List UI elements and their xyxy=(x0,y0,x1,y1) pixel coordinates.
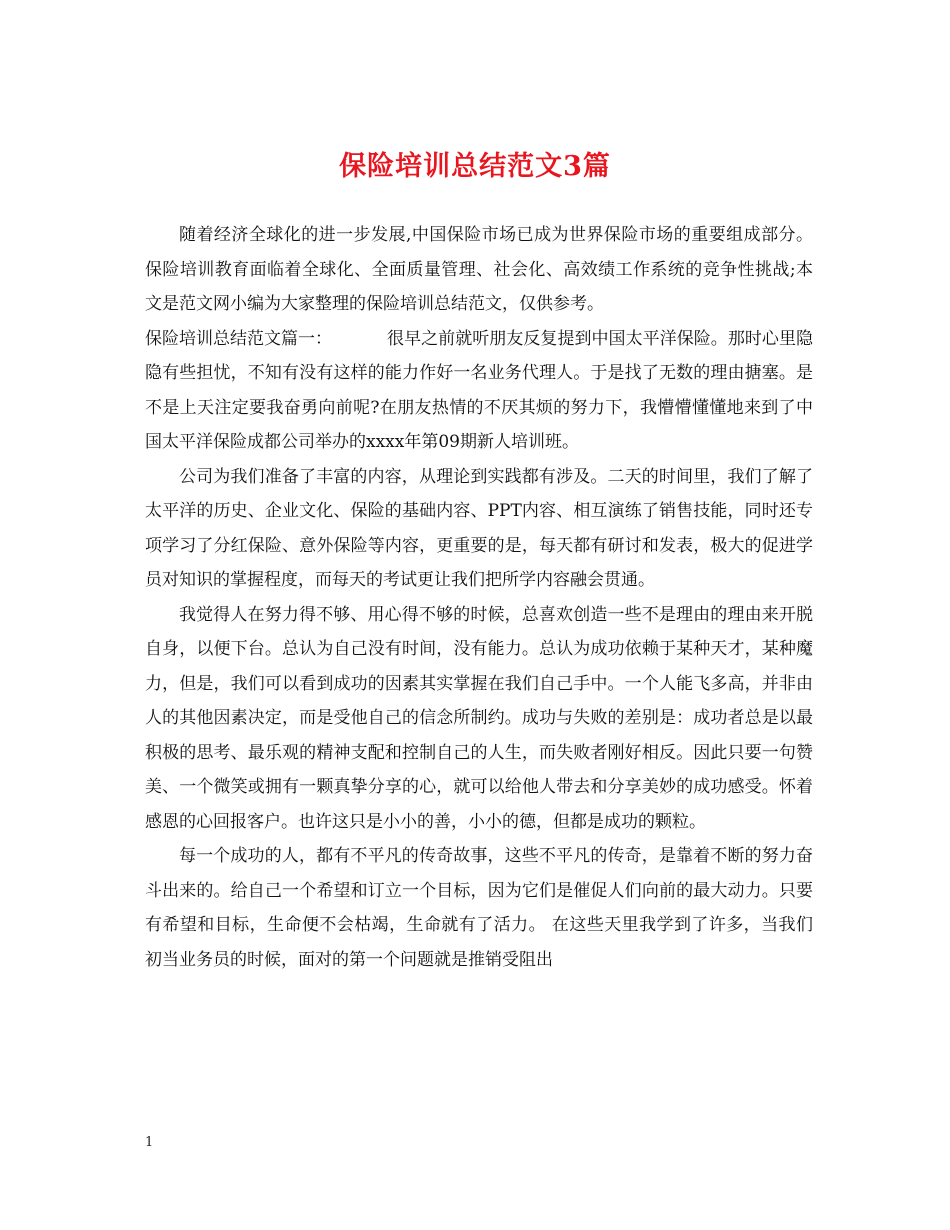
page-number: 1 xyxy=(145,1135,154,1150)
paragraph-2: 公司为我们准备了丰富的内容，从理论到实践都有涉及。二天的时间里，我们了解了太平洋的历史、企业文化、保险的基础内容、PPT内容、相互演练了销售技能，同时还专项学习了分红保险、意外保险等内容，更重要的是，每天都有研讨和发表，极大的促进学员对知识的掌握程度，而每天的考试更让我们把所学内容融会贯通。 xyxy=(145,466,813,590)
section-one-paragraph xyxy=(145,322,813,460)
document-body xyxy=(145,218,813,977)
section-one-label: 保险培训总结范文篇一： xyxy=(145,328,332,349)
paragraph-4: 每一个成功的人，都有不平凡的传奇故事，这些不平凡的传奇，是靠着不断的努力奋斗出来的。给自己一个希望和订立一个目标，因为它们是催促人们向前的最大动力。只要有希望和目标，生命便不会枯竭，生命就有了活力。 在这些天里我学到了许多，当我们初当业务员的时候，面对的第一个问题就是推销受阻出 xyxy=(145,846,813,970)
intro-paragraph: 随着经济全球化的进一步发展,中国保险市场已成为世界保险市场的重要组成部分。保险培训教育面临着全球化、全面质量管理、社会化、高效绩工作系统的竞争性挑战;本文是范文网小编为大家整理的保险培训总结范文，仅供参考。 xyxy=(145,225,813,314)
paragraph-3: 我觉得人在努力得不够、用心得不够的时候，总喜欢创造一些不是理由的理由来开脱自身，以便下台。总认为自己没有时间，没有能力。总认为成功依赖于某种天才，某种魔力，但是，我们可以看到成功的因素其实掌握在我们自己手中。一个人能飞多高，并非由人的其他因素决定，而是受他自己的信念所制约。成功与失败的差别是：成功者总是以最积极的思考、最乐观的精神支配和控制自己的人生，而失败者刚好相反。因此只要一句赞美、一个微笑或拥有一颗真挚分享的心，就可以给他人带去和分享美妙的成功感受。怀着感恩的心回报客户。也许这只是小小的善，小小的德，但都是成功的颗粒。 xyxy=(145,604,813,832)
section-one-text: 很早之前就听朋友反复提到中国太平洋保险。那时心里隐隐有些担忧，不知有没有这样的能力作好一名业务代理人。于是找了无数的理由搪塞。是不是上天注定要我奋勇向前呢?在朋友热情的不厌其烦的努力下，我懵懵懂懂地来到了中国太平洋保险成都公司举办的xxxx年第09期新人培训班。 xyxy=(145,328,813,452)
document-title: 保险培训总结范文3篇 xyxy=(339,151,611,182)
